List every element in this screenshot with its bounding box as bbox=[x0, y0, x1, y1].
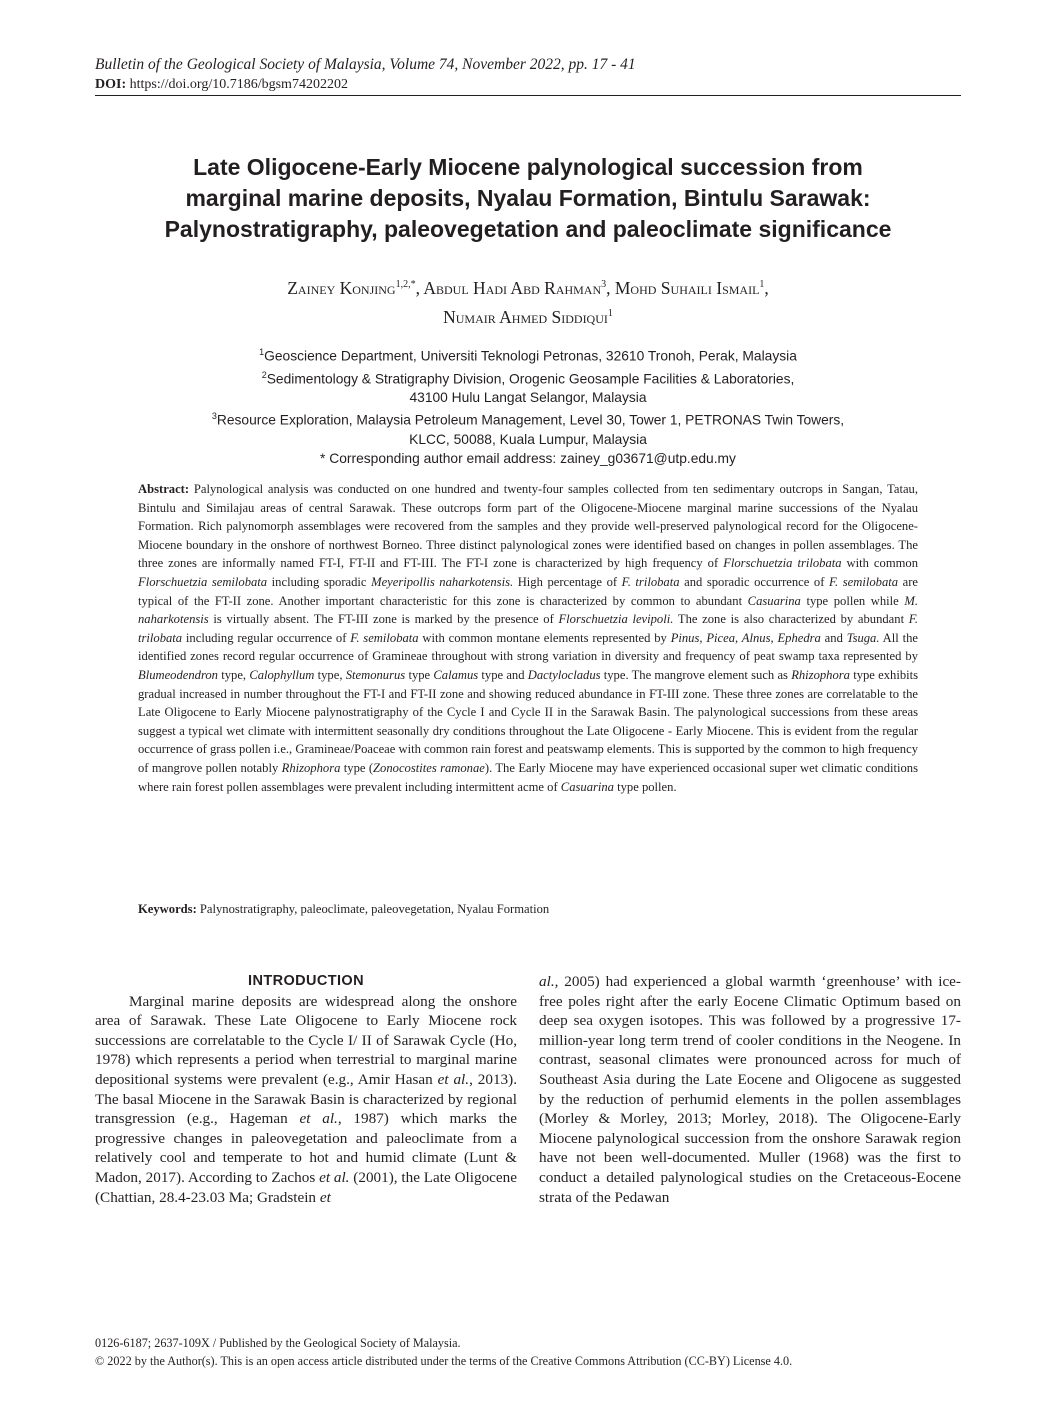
section-heading-introduction: INTRODUCTION bbox=[248, 973, 364, 989]
corresponding-author-email: * Corresponding author email address: zainey_g03671@utp.edu.my bbox=[320, 450, 736, 466]
body-paragraph-continued: al., 2005) had experienced a global warmth ‘greenhouse’ with ice-free poles right after the early Eocene Climatic Optimum based on deep sea oxygen isotopes. This was followed by a progressive 17-million-year long term trend of cooler conditions in the Neogene. In contrast, seasonal climates were pronounced across for much of Southeast Asia during the Late Eocene and Oligocene as suggested by the reduction of perhumid elements in the pollen assemblages (Morley & Morley, 2013; Morley, 2018). The Oligocene-Early Miocene palynological succession from the onshore Sarawak region have not been well-documented. Muller (1968) was the first to conduct a detailed palynological studies on the Cretaceous-Eocene strata of the Pedawan bbox=[539, 973, 961, 1206]
doi-label: DOI: bbox=[95, 77, 127, 92]
author-name: Numair Ahmed Siddiqui bbox=[443, 306, 608, 327]
author-affiliation-mark: 1 bbox=[759, 279, 765, 290]
keywords-label: Keywords: bbox=[138, 902, 197, 916]
author-name: Mohd Suhaili Ismail bbox=[614, 277, 760, 298]
affiliation-2-cont: 43100 Hulu Langat Selangor, Malaysia bbox=[409, 390, 647, 406]
author-affiliation-mark: 1,2,* bbox=[395, 279, 416, 290]
issn-publisher: 0126-6187; 2637-109X / Published by the Geological Society of Malaysia. bbox=[95, 1336, 461, 1350]
abstract-label: Abstract: bbox=[138, 482, 190, 496]
header-divider bbox=[95, 95, 961, 96]
journal-citation: Bulletin of the Geological Society of Malaysia, Volume 74, November 2022, pp. 17 - 41 bbox=[95, 56, 636, 73]
title-line-1: Late Oligocene-Early Miocene palynological succession from bbox=[193, 154, 863, 180]
affiliation-2: $^2$Sedimentology & Stratigraphy Division, Orogenic Geosample Facilities & Laboratories, bbox=[261, 369, 795, 387]
affiliation-3-cont: KLCC, 50088, Kuala Lumpur, Malaysia bbox=[409, 431, 647, 447]
title-line-3: Palynostratigraphy, paleovegetation and paleoclimate significance bbox=[164, 216, 892, 242]
affiliation-1: $^1$Geoscience Department, Universiti Teknologi Petronas, 32610 Tronoh, Perak, Malaysia bbox=[259, 347, 797, 364]
body-column-left bbox=[95, 972, 517, 1207]
license-notice: © 2022 by the Author(s). This is an open access article distributed under the terms of the Creative Commons Attribution (CC-BY) License 4.0. bbox=[95, 1354, 793, 1368]
affiliation-3: $^3$Resource Exploration, Malaysia Petroleum Management, Level 30, Tower 1, PETRONAS Twin Towers, bbox=[211, 411, 845, 428]
author-affiliation-mark: 1 bbox=[607, 307, 613, 319]
author-name: Zainey Konjing bbox=[287, 277, 396, 298]
keywords-text: Palynostratigraphy, paleoclimate, paleovegetation, Nyalau Formation bbox=[199, 902, 550, 916]
affiliations bbox=[95, 343, 961, 468]
doi-line bbox=[95, 77, 348, 93]
author-name: Abdul Hadi Abd Rahman bbox=[423, 277, 602, 298]
keywords bbox=[138, 902, 918, 917]
author-list: Zainey Konjing$^{1,2,*}$, Abdul Hadi Abd Rahman$^3$, Mohd Suhaili Ismail$^1$, Numair Ahmed Siddiqui$^1$ bbox=[287, 277, 769, 327]
doi-link[interactable]: https://doi.org/10.7186/bgsm74202202 bbox=[129, 77, 348, 92]
body-paragraph: Marginal marine deposits are widespread along the onshore area of Sarawak. These Late Oligocene to Early Miocene rock successions are correlatable to the Cycle I/ II of Sarawak Cycle (Ho, 1978) which represents a period when terrestrial to marginal marine depositional systems were prevalent (e.g., Amir Hasan et al., 2013). The basal Miocene in the Sarawak Basin is characterized by regional transgression (e.g., Hageman et al., 1987) which marks the progressive changes in paleovegetation and paleoclimate from a relatively cool and temperate to hot and humid climate (Lunt & Madon, 2017). According to Zachos et al. (2001), the Late Oligocene (Chattian, 28.4-23.03 Ma; Gradstein et bbox=[95, 992, 517, 1206]
paper-title bbox=[95, 152, 961, 245]
page-footer bbox=[95, 1334, 792, 1370]
abstract: Abstract: Palynological analysis was conducted on one hundred and twenty-four samples collected from ten sedimentary outcrops in Sangan, Tatau, Bintulu and Similajau areas of central Sarawak. These outcrops form part of the Oligocene-Miocene marginal marine successions of the Nyalau Formation. Rich palynomorph assemblages were recovered from the samples and they provide well-preserved palynological record for the Oligocene-Miocene boundary in the onshore of northwest Borneo. Three distinct palynological zones were identified based on changes in pollen assemblages. The three zones are informally named FT-I, FT-II and FT-III. The FT-I zone is characterized by high frequency of Florschuetzia trilobata with common Florschuetzia semilobata including sporadic Meyeripollis naharkotensis. High percentage of F. trilobata and sporadic occurrence of F. semilobata are typical of the FT-II zone. Another important characteristic for this zone is characterized by common to abundant Casuarina type pollen while M. naharkotensis is virtually absent. The FT-III zone is marked by the presence of Florschuetzia levipoli. The zone is also characterized by abundant F. trilobata including regular occurrence of F. semilobata with common montane elements represented by Pinus, Picea, Alnus, Ephedra and Tsuga. All the identified zones record regular occurrence of Gramineae throughout with strong variation in diversity and frequency of peat swamp taxa represented by Blumeodendron type, Calophyllum type, Stemonurus type Calamus type and Dactylocladus type. The mangrove element such as Rhizophora type exhibits gradual increased in number throughout the FT-I and FT-II zone and showing reduced abundance in FT-III zone. These three zones are correlatable to the Late Oligocene to Early Miocene palynostratigraphy of the Cycle I and Cycle II in the Sarawak Basin. The palynological successions from these areas suggest a typical wet climate with intermittent seasonally dry conditions throughout the Late Oligocene - Early Miocene. This is evident from the regular occurrence of grass pollen i.e., Gramineae/Poaceae with common rain forest and peatswamp elements. This is supported by the common to high frequency of mangrove pollen notably Rhizophora type (Zonocostites ramonae). The Early Miocene may have experienced occasional super wet climatic conditions where rain forest pollen assemblages were prevalent including intermittent acme of Casuarina type pollen. bbox=[138, 482, 919, 794]
title-line-2: marginal marine deposits, Nyalau Formation, Bintulu Sarawak: bbox=[185, 185, 871, 211]
author-affiliation-mark: 3 bbox=[601, 279, 607, 290]
body-column-right bbox=[539, 972, 961, 1207]
